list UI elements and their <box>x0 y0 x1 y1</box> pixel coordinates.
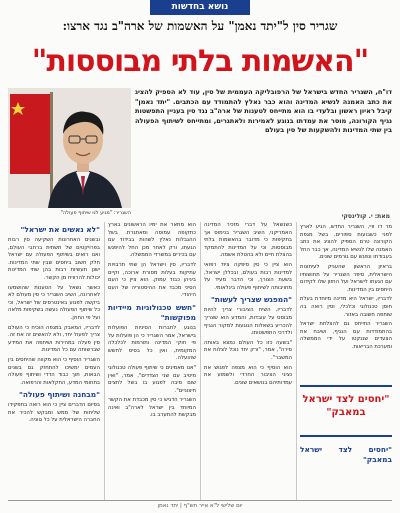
paragraph: "אנו מאמינים כי שיתוף פעולה טכנולוגי מיטיב עם שני הצדדים", אמר, "ואין שום סיבה לפגוע בו בשל לחצים חיצוניים". <box>108 364 196 394</box>
page-footer: יום שלישי ל"א אייר תש"ף | יתד נאמן <box>8 500 392 510</box>
paragraph: הוא מתאר את ימיו הראשונים בארץ כתקופה עמוסה ומאתגרת. בשל ההגבלות נאלץ לשהות בבידוד עם הגעתו, ורק לאחר מכן החל להיפגש עם בכירים במשרדי הממשלה. <box>108 222 196 259</box>
photo-caption: השגריר: "מגיע לנו שיתוף פעולה" <box>60 210 131 216</box>
subhead: "יחסים לצד ישראל במאבק" <box>300 445 392 464</box>
pull-quote-text: "יחסים לצד ישראל במאבק" <box>302 394 390 418</box>
headline: "האשמות בלתי מבוססות" <box>31 44 369 79</box>
article-column-2 <box>108 222 196 498</box>
lead-paragraph <box>135 88 392 174</box>
paragraph: מר דו וויי, השגריר החדש, הגיע לארץ לפני כשבועות ספורים. בשל מגפת הקורונה טרם הספיק להציג את כתב האמנה שלו לנשיא המדינה, אך כבר החל בעבודתו ונפגש עם גורמים שונים. <box>300 224 392 261</box>
paragraph: השגריר הוסיף כי הוא מקווה שהיחסים בין העמים ימשיכו להתחזק גם בשנים הבאות, תוך כבוד הדדי ושיתוף פעולה בתחומי המדע, החקלאות והרפואה. <box>8 356 100 386</box>
pull-quote <box>300 385 392 437</box>
paragraph: השגריר הדגיש כי סין מכבדת את הקשר המיוחד בין ישראל לארה"ב ואינה מבקשת להתערב בו. <box>108 397 196 419</box>
paragraph: לדבריו, סין וישראל הן שתי תרבויות עתיקות בעלות מסורת ארוכה, וקיים ביניהן כבוד עמוק. הוא ציין כי העם הסיני מכבד את ההיסטוריה של העם היהודי. <box>108 261 196 299</box>
column-rule <box>104 222 105 500</box>
paragraph: לדבריו, ישראל היא מדינה מיוחדת בעלת חוסן טכנולוגי וכלכלי, וסין רואה בה שותפה חשובה באזור. <box>300 296 392 318</box>
paragraph: כאשר נשאל על הטענות שהושמעו לאחרונה, השיב השגריר כי סין מעולם לא ביקשה לפגוע באינטרסים של ישראל, וכי כל שיתוף הפעולה נעשה בשקיפות מלאה ועל פי החוק. <box>8 284 100 321</box>
paragraph: בסיום הדברים ציין כי הוא רואה בתפקידו שליחות של ממש ומבקש להכיר את החברה הישראלית על כל גווניה. <box>8 402 100 424</box>
lead-text: דו"ח, השגריר החדש בישראל של הרפובליקה העממית של סין, עוד לא הספיק להציג את כתב האמנה לנשיא המדינה והוא כבר נאלץ להתמודד עם הכתבים. "יתד נאמן" קיבל ראיון ראשון ובלעדי בו הוא מתייחס לטענות של ארה"ב נגד סין בעניין התפשטות נגיף הקורונה, מוסר את עמדתו בנוגע לאמירות ולאתגרים, ומתייחס לשיתוף הפעולה בין שתי המדינות ולהשקעות של סין בעולם <box>135 88 392 134</box>
subhead: "חשש טכנולוגיות מיידיות מפוקשות" <box>108 302 196 322</box>
subhead: "לא נאשים את ישראל" <box>20 225 100 234</box>
paragraph: בראיון הראשון שהעניק לעיתונות הישראלית, סיפר השגריר על תחושותיו עם הגעתו לישראל ועל החזון שלו לקידום היחסים בין המדינות. <box>300 263 392 293</box>
topic-bar <box>0 0 400 15</box>
paragraph: ובשנים האחרונות השקיעה סין רבות בפרויקטים של תשתית ברחבי העולם, ואנו רואים בשיתוף הפעולה עם ישראל חלק חשוב ביחסים שבין שתי המדינות. ישנן תעשיות רבות בהן שתי המדינות יכולות להרוויח מן הקשר. <box>8 237 100 281</box>
subhead: "מבחנה ושיתוף פעולה" <box>19 390 100 400</box>
paragraph: כשנשאל על דברי מזכיר המדינה האמריקני, השיב השגריר בנימוס אך בתקיפות כי מדובר בהאשמות בלתי מבוססות, וכי על המדינות להתמקד בהצלת חיים ולא בהטלת אשמה. <box>204 222 292 259</box>
paragraph: בנוגע לחברות הסיניות הפועלות בישראל, אמר השגריר כי הן פועלות על פי חוקי המדינה ותורמות לכלכלה המקומית, ואין כל בסיס לחשש שהועלה. <box>108 324 196 362</box>
paragraph: השגריר התייחס גם להצלחת ישראל בהתמודדות עם הנגיף, ושיבח את הצעדים שננקטו על ידי הממשלה ומערכת הבריאות. <box>300 321 392 350</box>
paragraph: הוא הוסיף כי הוא מצפה לפגוש את נציגי הציבור החרדי ולשמוע את עמדותיהם בנושאים שונים. <box>204 364 292 386</box>
article-column-1 <box>8 222 100 498</box>
paragraph: לדבריו, השיח הציבורי צריך להיות מבוסס על עובדות, והמדע הוא שצריך להכריע בשאלות הנוגעות למקור הנגיף ולדרכי התפשטותו. <box>204 307 292 337</box>
column-rule <box>200 222 201 500</box>
ambassador-photo <box>8 88 131 208</box>
paragraph: לדבריו, המאבק במגפה הוכיח כי העולם צריך לפעול יחד, ולא להאשים זה את זה. סין פעלה במהירות ושיתפה את המידע שברשותה עם כל המדינות. <box>8 324 100 354</box>
paragraph: "בשעה כזו כל העולם נמצא באותה סירה", אמר, "ורק יחד נוכל לצלוח את המשבר". <box>204 339 292 361</box>
paragraph: הוא ציין כי סין סיפקה ציוד רפואי למדינות רבות בעולם, ובכללן ישראל, בשעת הצורך, וכי הדבר מעיד על מחויבותה לשיתוף פעולה בינלאומי. <box>204 261 292 291</box>
article-column-4 <box>300 224 392 382</box>
ambassador-photo-drawing <box>8 88 131 208</box>
byline: מאת: י. קולינסקי <box>341 213 390 220</box>
column-rule <box>296 222 297 500</box>
topic-tag: נושא בחדשות <box>150 0 250 15</box>
kicker-line: שגריר סין ל"יתד נאמן" על האשמות של ארה"ב נגד ארצו: <box>62 19 338 33</box>
article-column-4-continued <box>300 442 392 498</box>
article-column-3 <box>204 222 292 498</box>
subhead: "המפגש שצריך לעשות" <box>211 295 292 305</box>
